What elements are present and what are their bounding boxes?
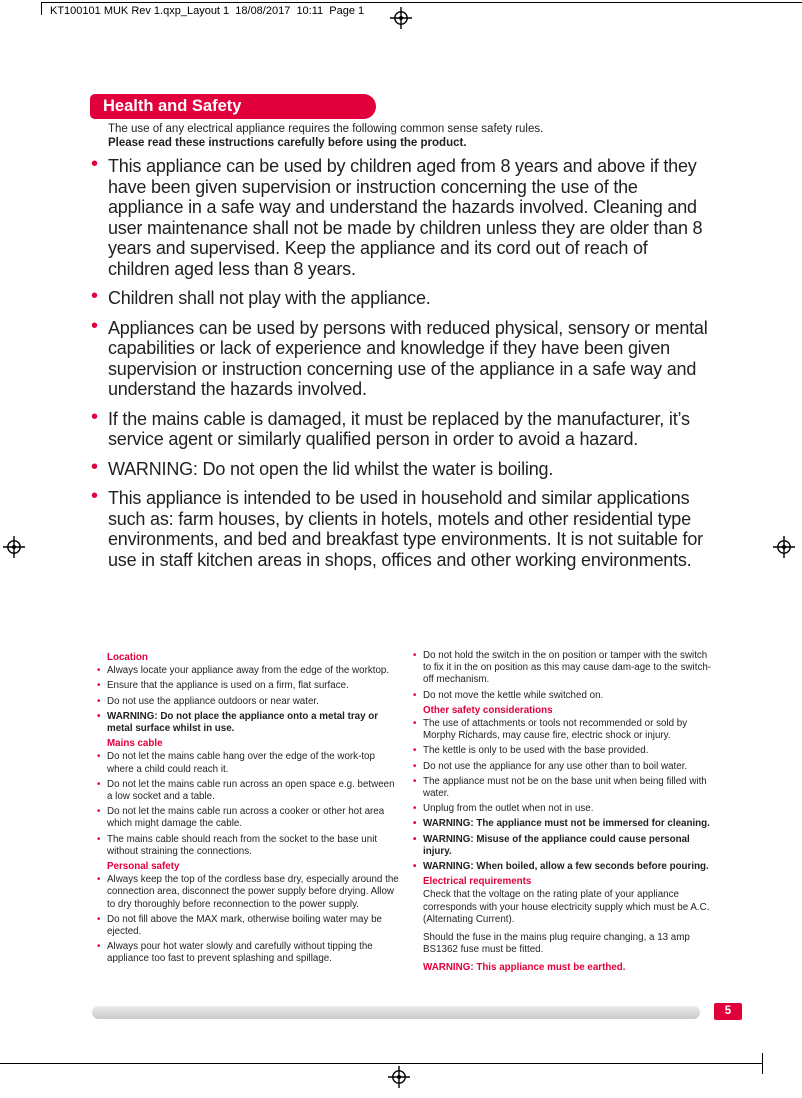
list-item-warning — [95, 711, 399, 735]
list-item — [95, 779, 399, 803]
page-title: Health and Safety — [103, 97, 242, 115]
bullet-icon — [413, 776, 416, 788]
fine-print-columns — [95, 650, 715, 975]
safety-bullet — [90, 318, 712, 400]
safety-bullet-text: WARNING: Do not open the lid whilst the water is boiling. — [108, 458, 554, 479]
list-item-text: Unplug from the outlet when not in use. — [423, 803, 594, 815]
section-heading-location: Location — [107, 652, 148, 663]
list-item-warning — [411, 834, 715, 858]
paragraph: Should the fuse in the mains plug require changing, a 13 amp BS1362 fuse must be fitted. — [423, 932, 690, 956]
bullet-icon — [97, 941, 100, 953]
list-item — [411, 761, 715, 773]
bullet-icon — [97, 680, 100, 692]
list-item-text: WARNING: Do not place the appliance onto a metal tray or metal surface whilst in use. — [107, 710, 379, 735]
list-item-text: Do not move the kettle while switched on. — [423, 689, 604, 701]
bullet-icon — [97, 914, 100, 926]
bullet-icon — [97, 779, 100, 791]
bullet-icon — [413, 834, 416, 846]
list-item-text: Ensure that the appliance is used on a firm, flat surface. — [107, 680, 349, 692]
bullet-icon — [413, 803, 416, 815]
bullet-icon — [413, 718, 416, 730]
right-column — [411, 650, 715, 975]
list-item-text: Do not fill above the MAX mark, otherwise boiling water may be ejected. — [107, 913, 382, 938]
list-item — [411, 776, 715, 800]
bullet-icon — [413, 818, 416, 830]
list-item-text: WARNING: When boiled, allow a few seconds before pouring. — [423, 861, 709, 873]
paragraph: Check that the voltage on the rating plate of your appliance corresponds with your house electricity supply which must be A.C. (Alternating Current). — [423, 889, 710, 925]
list-item-text: Do not use the appliance outdoors or near water. — [107, 695, 319, 707]
bullet-icon — [413, 690, 416, 702]
list-item-text: Do not hold the switch in the on position or tamper with the switch to fix it in the on position as this may cause dam-age to the switch-off mechanism. — [423, 650, 712, 686]
list-item — [411, 718, 715, 742]
list-item-text: WARNING: The appliance must not be immersed for cleaning. — [423, 818, 710, 830]
list-item-text: Always locate your appliance away from the edge of the worktop. — [107, 665, 390, 677]
bullet-icon — [413, 650, 416, 662]
list-item-text: The appliance must not be on the base unit when being filled with water. — [423, 775, 707, 800]
list-item-warning — [411, 818, 715, 830]
list-item — [95, 914, 399, 938]
list-item — [95, 806, 399, 830]
bullet-icon — [413, 761, 416, 773]
bullet-icon — [97, 834, 100, 846]
bullet-icon — [97, 665, 100, 677]
list-item — [411, 690, 715, 702]
bullet-icon — [97, 874, 100, 886]
safety-bullet — [90, 288, 712, 309]
crop-mark-tick-bottom-right — [762, 1053, 763, 1074]
list-item-text: The kettle is only to be used with the base provided. — [423, 745, 649, 757]
bullet-icon — [91, 286, 98, 307]
safety-bullet — [90, 488, 712, 570]
bullet-icon — [97, 751, 100, 763]
bullet-icon — [413, 861, 416, 873]
bullet-icon — [91, 154, 98, 175]
list-item-text: The use of attachments or tools not recommended or sold by Morphy Richards, may cause fire, electric shock or injury. — [423, 718, 688, 742]
page-number: 5 — [724, 1005, 732, 1017]
list-item — [411, 745, 715, 757]
intro-line: The use of any electrical appliance requires the following common sense safety rules. — [108, 123, 544, 135]
list-item-warning — [411, 861, 715, 873]
footer-bar — [92, 1006, 700, 1019]
crop-mark-line-bottom — [0, 1063, 763, 1064]
list-item — [411, 803, 715, 815]
section-heading-mains-cable: Mains cable — [107, 738, 163, 750]
list-item — [95, 941, 399, 965]
bullet-icon — [91, 316, 98, 337]
list-item-text: Do not let the mains cable run across a cooker or other hot area which might damage the cable. — [107, 806, 385, 830]
safety-bullet-text: Appliances can be used by persons with reduced physical, sensory or mental capabilities or lack of experience and knowledge if they have been given supervision or instruction concerning use of the appliance in a safe way and understand the hazards involved. — [108, 317, 708, 399]
registration-mark-icon — [388, 1066, 410, 1088]
bullet-icon — [97, 806, 100, 818]
registration-mark-icon — [773, 536, 795, 558]
crop-mark-line-top — [41, 2, 802, 3]
list-item — [95, 665, 399, 677]
safety-bullet-text: This appliance can be used by children aged from 8 years and above if they have been given supervision or instruction concerning the use of the appliance in a safe way and understand the hazards involved. Cleaning and user maintenance shall not be made by children unless they are older than 8 years and supervised. Keep the appliance and its cord out of reach of children aged less than 8 years. — [108, 156, 703, 279]
list-item — [411, 650, 715, 687]
left-column — [95, 650, 399, 975]
page-number-badge — [714, 1003, 742, 1020]
safety-bullet — [90, 156, 712, 279]
list-item — [95, 834, 399, 858]
safety-bullet-text: If the mains cable is damaged, it must be replaced by the manufacturer, it’s service agent or similarly qualified person in order to avoid a hazard. — [108, 408, 690, 449]
crop-mark-tick-top-left — [41, 2, 42, 15]
list-item — [95, 680, 399, 692]
list-item-text: Always keep the top of the cordless base dry, especially around the connection area, disconnect the power supply before drying. Allow to dry thoroughly before reconnection to the power supply. — [107, 874, 399, 910]
safety-bullet — [90, 409, 712, 450]
section-banner — [90, 94, 376, 119]
bullet-icon — [413, 745, 416, 757]
intro-line-bold: Please read these instructions carefully before using the product. — [108, 136, 467, 149]
registration-mark-icon — [390, 7, 412, 29]
safety-bullet-text: Children shall not play with the appliance. — [108, 288, 431, 308]
list-item-text: Do not let the mains cable run across an open space e.g. between a low socket and a table. — [107, 778, 395, 803]
list-item-text: Always pour hot water slowly and carefully without tipping the appliance too fast to prevent splashing and spillage. — [107, 941, 373, 965]
bullet-icon — [91, 407, 98, 428]
section-heading-other-safety: Other safety considerations — [423, 704, 553, 716]
print-header: KT100101 MUK Rev 1.qxp_Layout 1 18/08/2017 10:11 Page 1 — [50, 5, 365, 17]
bullet-icon — [91, 457, 98, 478]
bullet-icon — [91, 486, 98, 507]
safety-bullet-list — [90, 156, 712, 579]
list-item — [95, 696, 399, 708]
list-item — [95, 751, 399, 775]
list-item-text: The mains cable should reach from the socket to the base unit without straining the connections. — [107, 833, 378, 857]
bullet-icon — [97, 711, 100, 723]
safety-bullet — [90, 459, 712, 480]
list-item-text: Do not let the mains cable hang over the edge of the work-top where a child could reach it. — [107, 751, 375, 775]
earthed-warning: WARNING: This appliance must be earthed. — [423, 962, 626, 974]
safety-bullet-text: This appliance is intended to be used in household and similar applications such as: farm houses, by clients in hotels, motels and other residential type environments, and bed and breakfast type environments. It is not suitable for use in staff kitchen areas in shops, offices and other working environments. — [108, 488, 703, 570]
list-item-text: WARNING: Misuse of the appliance could cause personal injury. — [423, 833, 690, 857]
list-item — [95, 874, 399, 911]
section-heading-electrical-requirements: Electrical requirements — [423, 876, 532, 888]
section-heading-personal-safety: Personal safety — [107, 861, 180, 873]
list-item-text: Do not use the appliance for any use other than to boil water. — [423, 760, 688, 772]
bullet-icon — [97, 696, 100, 708]
registration-mark-icon — [3, 536, 25, 558]
intro-paragraph — [108, 123, 712, 150]
